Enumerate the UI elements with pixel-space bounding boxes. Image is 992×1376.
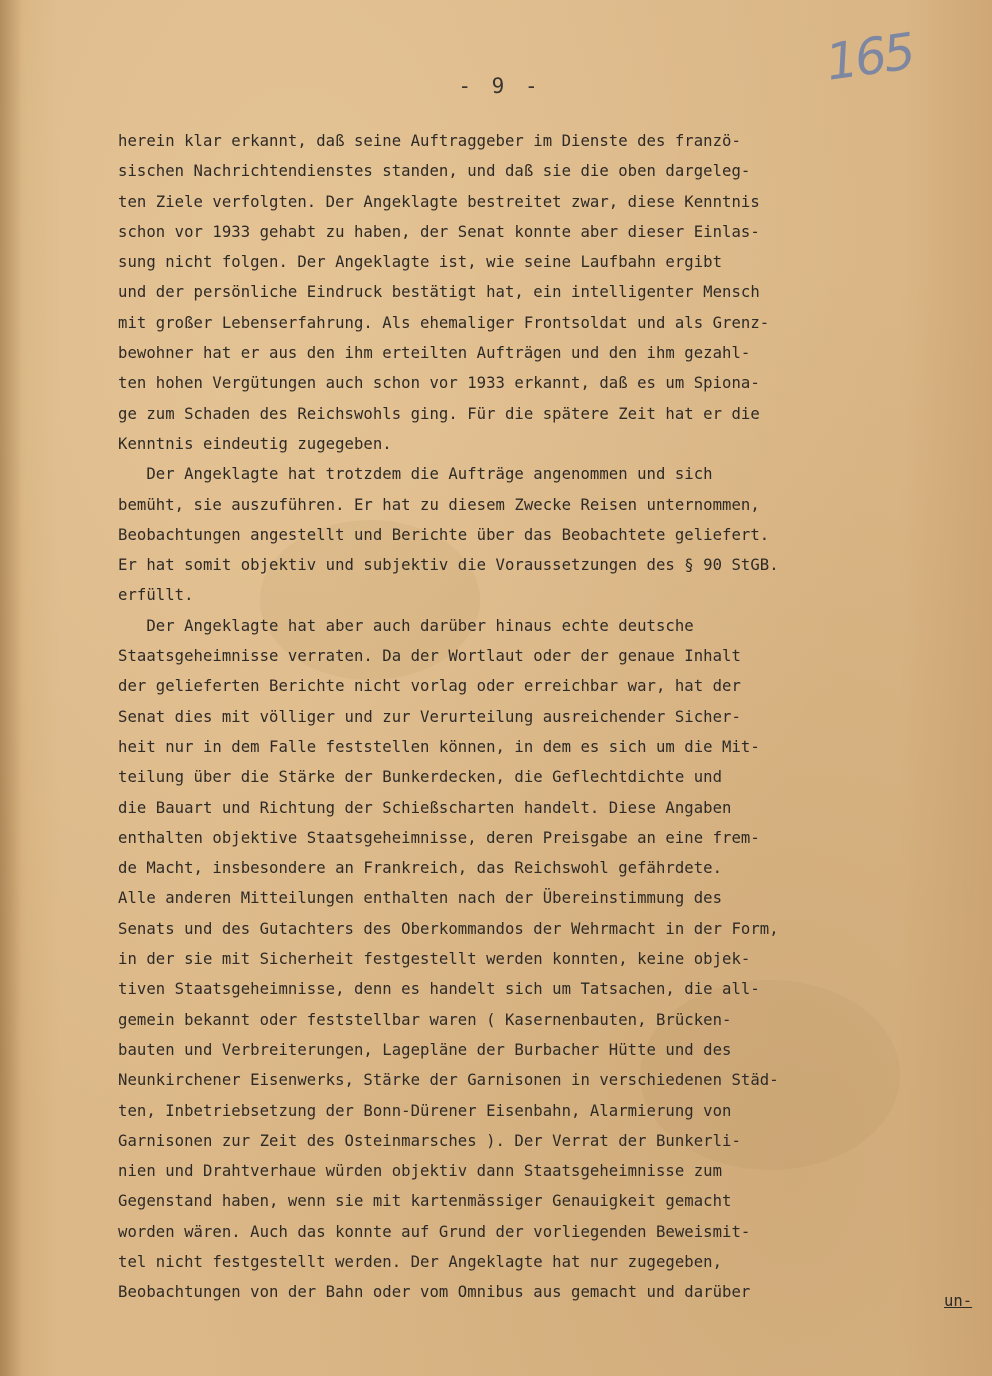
text-line: sischen Nachrichtendienstes standen, und daß sie die oben dargeleg- (118, 162, 751, 181)
text-line: gemein bekannt oder feststellbar waren ( Kasernenbauten, Brücken- (118, 1010, 732, 1029)
text-line: enthalten objektive Staatsgeheimnisse, deren Preisgabe an eine frem- (118, 828, 760, 847)
text-line: Gegenstand haben, wenn sie mit kartenmässiger Genauigkeit gemacht (118, 1192, 732, 1211)
text-line: schon vor 1933 gehabt zu haben, der Senat konnte aber dieser Einlas- (118, 222, 760, 241)
text-line: die Bauart und Richtung der Schießscharten handelt. Diese Angaben (118, 798, 732, 817)
text-line: heit nur in dem Falle feststellen können, in dem es sich um die Mit- (118, 737, 760, 756)
text-line: bemüht, sie auszuführen. Er hat zu diesem Zwecke Reisen unternommen, (118, 495, 760, 514)
text-line: Garnisonen zur Zeit des Osteinmarsches ). Der Verrat der Bunkerli- (118, 1131, 741, 1150)
text-line: tiven Staatsgeheimnisse, denn es handelt sich um Tatsachen, die all- (118, 980, 760, 999)
text-line: Der Angeklagte hat trotzdem die Aufträge angenommen und sich (118, 465, 713, 484)
text-line: nien und Drahtverhaue würden objektiv dann Staatsgeheimnisse zum (118, 1162, 723, 1181)
body-text (118, 126, 976, 1308)
text-line: Beobachtungen von der Bahn oder vom Omnibus aus gemacht und darüber (118, 1283, 751, 1302)
text-line: Senat dies mit völliger und zur Verurteilung ausreichender Sicher- (118, 707, 741, 726)
text-line: Er hat somit objektiv und subjektiv die Voraussetzungen des § 90 StGB. (118, 556, 779, 575)
text-line: Senats und des Gutachters des Oberkommandos der Wehrmacht in der Form, (118, 919, 779, 938)
text-line: sung nicht folgen. Der Angeklagte ist, wie seine Laufbahn ergibt (118, 253, 723, 272)
text-line: ten, Inbetriebsetzung der Bonn-Dürener Eisenbahn, Alarmierung von (118, 1101, 732, 1120)
text-line: tel nicht festgestellt werden. Der Angeklagte hat nur zugegeben, (118, 1252, 723, 1271)
text-line: Kenntnis eindeutig zugegeben. (118, 434, 392, 453)
text-line: herein klar erkannt, daß seine Auftraggeber im Dienste des franzö- (118, 132, 741, 150)
text-line: ten hohen Vergütungen auch schon vor 1933 erkannt, daß es um Spiona- (118, 374, 760, 393)
text-line: Neunkirchener Eisenwerks, Stärke der Garnisonen in verschiedenen Städ- (118, 1071, 779, 1090)
text-line: der gelieferten Berichte nicht vorlag oder erreichbar war, hat der (118, 677, 741, 696)
text-line: Alle anderen Mitteilungen enthalten nach der Übereinstimmung des (118, 889, 723, 908)
text-line: bauten und Verbreiterungen, Lagepläne der Burbacher Hütte und des (118, 1040, 732, 1059)
text-line: Staatsgeheimnisse verraten. Da der Wortlaut oder der genaue Inhalt (118, 647, 741, 666)
text-line: mit großer Lebenserfahrung. Als ehemaliger Frontsoldat und als Grenz- (118, 313, 770, 332)
text-line: Der Angeklagte hat aber auch darüber hinaus echte deutsche (118, 616, 694, 635)
text-line: erfüllt. (118, 586, 194, 605)
folio-mark: 165 (822, 22, 917, 92)
page-edge-shadow (0, 0, 22, 1376)
text-line: teilung über die Stärke der Bunkerdecken, die Geflechtdichte und (118, 768, 723, 787)
page-number: - 9 - (458, 74, 542, 98)
text-line: Beobachtungen angestellt und Berichte über das Beobachtete geliefert. (118, 525, 770, 544)
text-line: ten Ziele verfolgten. Der Angeklagte bestreitet zwar, diese Kenntnis (118, 192, 760, 211)
text-line: ge zum Schaden des Reichswohls ging. Für die spätere Zeit hat er die (118, 404, 760, 423)
text-line: in der sie mit Sicherheit festgestellt werden konnten, keine objek- (118, 950, 751, 969)
text-line: und der persönliche Eindruck bestätigt hat, ein intelligenter Mensch (118, 283, 760, 302)
text-line: de Macht, insbesondere an Frankreich, das Reichswohl gefährdete. (118, 859, 723, 878)
text-line: worden wären. Auch das konnte auf Grund der vorliegenden Beweismit- (118, 1222, 751, 1241)
catchword: un- (944, 1292, 973, 1310)
text-line: bewohner hat er aus den ihm erteilten Aufträgen und den ihm gezahl- (118, 344, 751, 363)
